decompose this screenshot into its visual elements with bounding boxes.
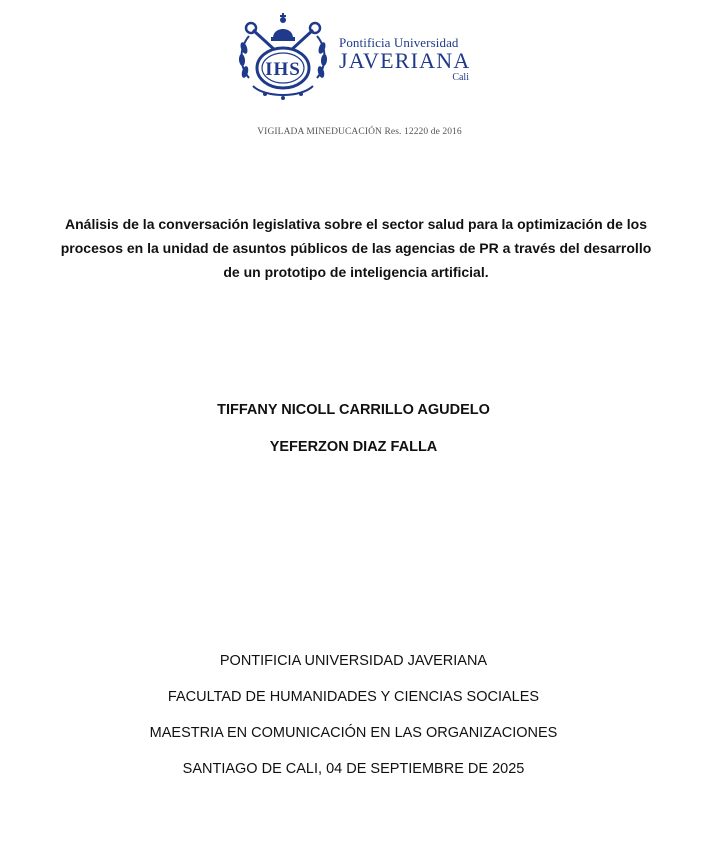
university-logo	[235, 8, 485, 108]
university-seal-icon	[235, 8, 331, 104]
seal-emblem-text: IHS	[265, 59, 301, 80]
accreditation-note: VIGILADA MINEDUCACIÓN Res. 12220 de 2016	[257, 127, 462, 137]
faculty-name: FACULTAD DE HUMANIDADES Y CIENCIAS SOCIALES	[167, 689, 540, 705]
thesis-title: Análisis de la conversación legislativa sobre el sector salud para la optimización de los procesos en la unidad de asuntos públicos de las agencias de PR a través del desarrollo de un prototipo de inteligencia artificial.	[60, 216, 652, 280]
wordmark-line-cali: Cali	[452, 72, 469, 83]
university-wordmark	[339, 36, 489, 83]
author-name: TIFFANY NICOLL CARRILLO AGUDELO	[217, 402, 490, 418]
author-name: YEFERZON DIAZ FALLA	[269, 439, 438, 455]
wordmark-line-pontificia: Pontificia Universidad	[339, 35, 459, 50]
university-name: PONTIFICIA UNIVERSIDAD JAVERIANA	[219, 653, 488, 669]
program-name: MAESTRIA EN COMUNICACIÓN EN LAS ORGANIZACIONES	[149, 725, 558, 741]
wordmark-line-javeriana: JAVERIANA	[339, 48, 471, 73]
place-and-date: SANTIAGO DE CALI, 04 DE SEPTIEMBRE DE 2025	[182, 761, 525, 777]
